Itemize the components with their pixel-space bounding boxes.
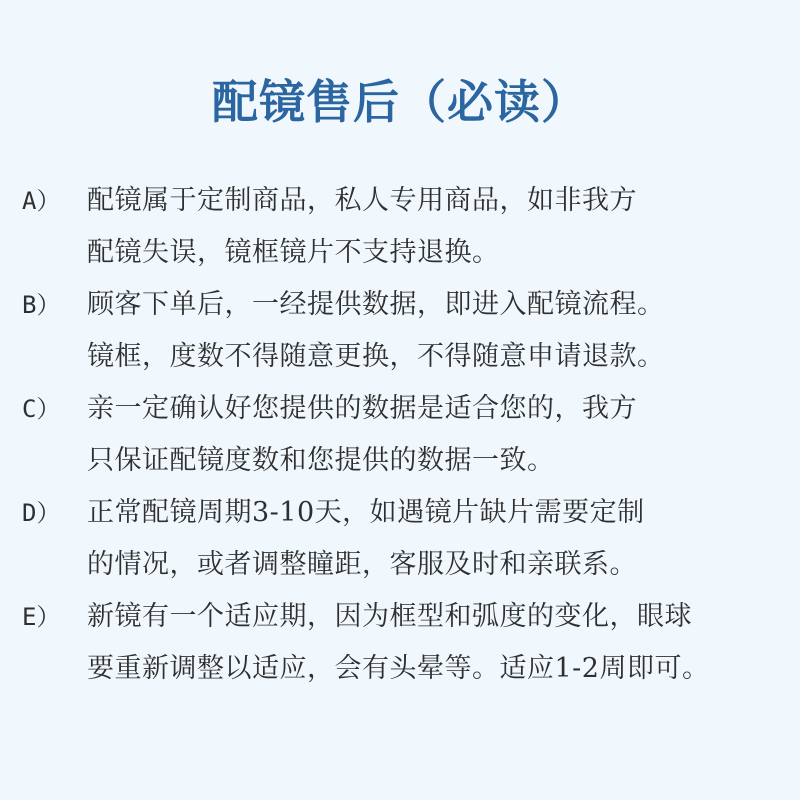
rule-line: 的情况，或者调整瞳距，客服及时和亲联系。 xyxy=(87,549,637,580)
rule-marker: D） xyxy=(22,499,61,527)
rule-line: 顾客下单后，一经提供数据，即进入配镜流程。 xyxy=(87,289,665,320)
rule-line: 新镜有一个适应期，因为框型和弧度的变化，眼球 xyxy=(87,601,692,632)
rule-line: 配镜失误，镜框镜片不支持退换。 xyxy=(87,237,500,268)
rule-text xyxy=(87,383,792,487)
rule-line: 配镜属于定制商品，私人专用商品，如非我方 xyxy=(87,185,637,216)
rule-marker: A） xyxy=(22,187,61,215)
rule-item-b xyxy=(22,279,792,383)
rule-item-d xyxy=(22,487,792,591)
rule-item-c xyxy=(22,383,792,487)
rule-line: 正常配镜周期3-10天，如遇镜片缺片需要定制 xyxy=(87,497,645,528)
rule-marker: B） xyxy=(22,291,61,319)
rule-line: 要重新调整以适应，会有头晕等。适应1-2周即可。 xyxy=(87,653,710,684)
rule-text xyxy=(87,279,792,383)
rule-line: 只保证配镜度数和您提供的数据一致。 xyxy=(87,445,555,476)
after-sales-rules-list xyxy=(22,175,792,695)
rule-text xyxy=(87,175,792,279)
rule-marker: E） xyxy=(22,603,61,631)
rule-line: 镜框，度数不得随意更换，不得随意申请退款。 xyxy=(87,341,665,372)
rule-marker: C） xyxy=(22,395,61,423)
rule-line: 亲一定确认好您提供的数据是适合您的，我方 xyxy=(87,393,637,424)
rule-text xyxy=(87,591,792,695)
page-title: 配镜售后（必读） xyxy=(212,75,588,129)
rule-item-a xyxy=(22,175,792,279)
rule-text xyxy=(87,487,792,591)
rule-item-e xyxy=(22,591,792,695)
